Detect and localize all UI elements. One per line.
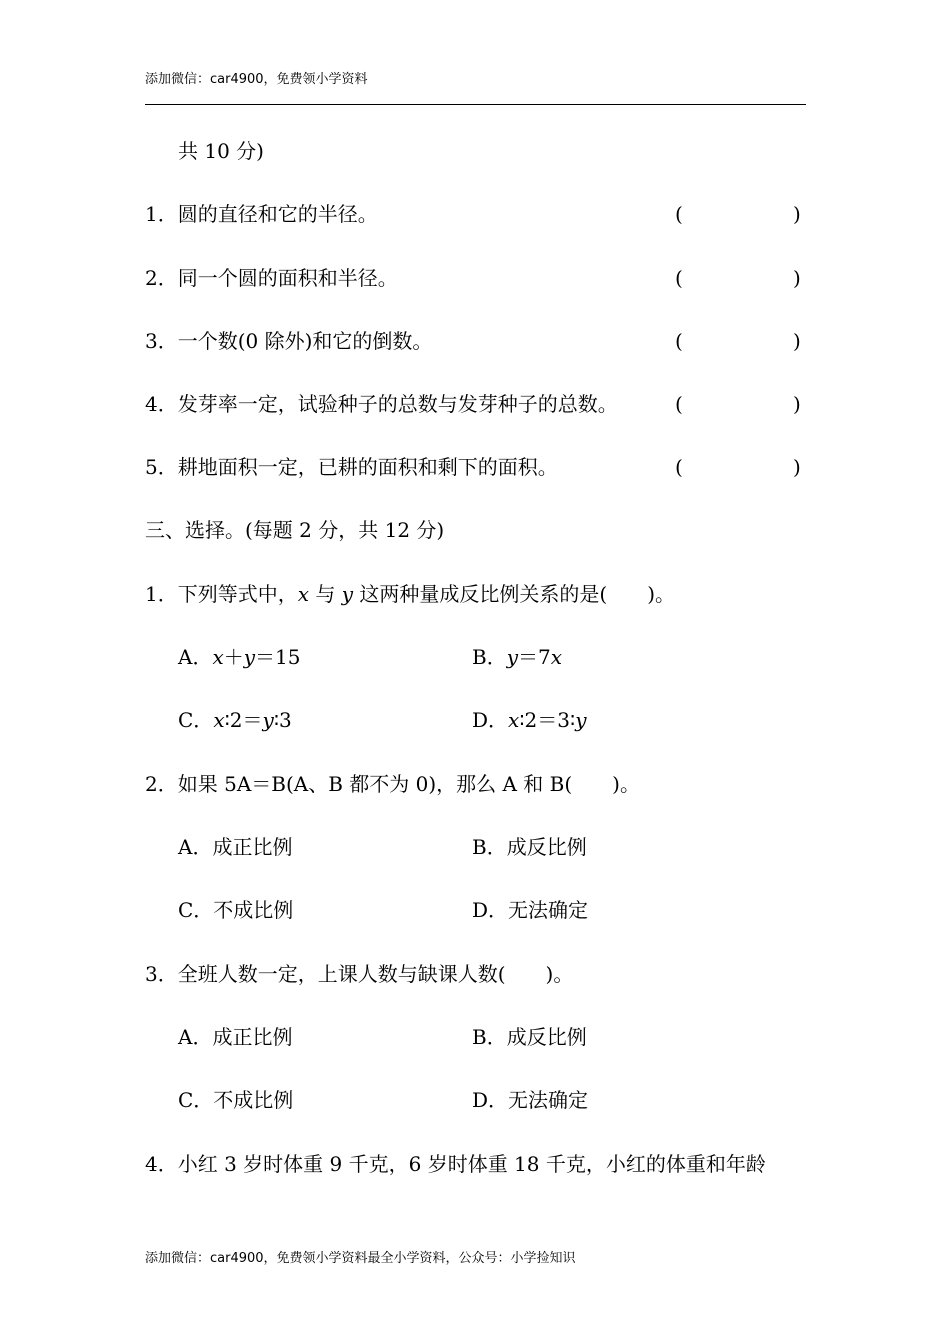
answer-paren-open: ( xyxy=(675,329,683,353)
judge-item-3 xyxy=(145,329,432,353)
variable-y: y xyxy=(243,645,256,669)
item-number: 5． xyxy=(145,455,178,479)
item-text: 发芽率一定，试验种子的总数与发芽种子的总数。 xyxy=(177,392,618,416)
option-d: D．无法确定 xyxy=(472,1088,589,1112)
question-1 xyxy=(145,582,675,606)
item-text: 同一个圆的面积和半径。 xyxy=(177,266,398,290)
option-d xyxy=(472,708,587,732)
section-title: 三、选择。(每题 2 分，共 12 分) xyxy=(145,518,445,542)
option-label: D． xyxy=(472,708,509,732)
judge-item-1 xyxy=(145,202,378,226)
option-c: C．不成比例 xyxy=(178,898,294,922)
question-number: 1． xyxy=(145,582,178,606)
variable-x: x xyxy=(550,645,563,669)
header-rule xyxy=(145,104,806,105)
variable-x: x xyxy=(213,708,225,732)
option-rest: ＝15 xyxy=(255,645,301,669)
item-text: 一个数(0 除外)和它的倒数。 xyxy=(177,329,433,353)
question-number: 3． xyxy=(145,962,178,986)
question-3 xyxy=(145,962,573,986)
operator: ＋ xyxy=(223,645,244,669)
option-d: D．无法确定 xyxy=(472,898,589,922)
question-text-mid: 与 xyxy=(309,582,342,606)
answer-paren-close: ) xyxy=(793,455,801,479)
option-a: A．成正比例 xyxy=(178,835,293,859)
question-text-pre: 下列等式中， xyxy=(177,582,298,606)
answer-paren-close: ) xyxy=(793,202,801,226)
variable-x: x xyxy=(297,582,310,606)
answer-paren-close: ) xyxy=(793,266,801,290)
item-number: 2． xyxy=(145,266,178,290)
answer-paren-close: ) xyxy=(793,329,801,353)
judge-item-5 xyxy=(145,455,558,479)
question-text: 小红 3 岁时体重 9 千克，6 岁时体重 18 千克，小红的体重和年龄 xyxy=(177,1152,766,1176)
item-text: 圆的直径和它的半径。 xyxy=(177,202,378,226)
variable-x: x xyxy=(508,708,520,732)
variable-x: x xyxy=(212,645,224,669)
answer-paren-open: ( xyxy=(675,392,683,416)
answer-paren-open: ( xyxy=(675,266,683,290)
item-number: 1． xyxy=(145,202,178,226)
question-4 xyxy=(145,1152,766,1176)
option-label: A． xyxy=(178,645,213,669)
option-b: B．成反比例 xyxy=(472,835,587,859)
question-2 xyxy=(145,772,640,796)
option-rest: ＝7 xyxy=(518,645,551,669)
option-label: B． xyxy=(472,645,507,669)
section-tail: 共 10 分) xyxy=(178,139,264,163)
option-b xyxy=(472,645,562,669)
question-text: 全班人数一定，上课人数与缺课人数( )。 xyxy=(177,962,574,986)
option-rest: ∶2＝3∶ xyxy=(519,708,576,732)
item-number: 3． xyxy=(145,329,178,353)
judge-item-2 xyxy=(145,266,398,290)
page-footer: 添加微信：car4900，免费领小学资料最全小学资料，公众号：小学捡知识 xyxy=(145,1251,576,1266)
variable-y: y xyxy=(575,708,587,732)
option-rest: ∶3 xyxy=(273,708,292,732)
option-label: C． xyxy=(178,708,214,732)
question-text-post: 这两种量成反比例关系的是( )。 xyxy=(353,582,676,606)
option-c: C．不成比例 xyxy=(178,1088,294,1112)
variable-y: y xyxy=(506,645,519,669)
question-text: 如果 5A＝B(A、B 都不为 0)，那么 A 和 B( )。 xyxy=(177,772,640,796)
page-header: 添加微信：car4900，免费领小学资料 xyxy=(145,72,368,87)
item-text: 耕地面积一定，已耕的面积和剩下的面积。 xyxy=(177,455,558,479)
variable-y: y xyxy=(262,708,274,732)
option-c xyxy=(178,708,292,732)
option-b: B．成反比例 xyxy=(472,1025,587,1049)
question-number: 4． xyxy=(145,1152,178,1176)
question-number: 2． xyxy=(145,772,178,796)
option-rest: ∶2＝ xyxy=(224,708,263,732)
answer-paren-open: ( xyxy=(675,202,683,226)
answer-paren-open: ( xyxy=(675,455,683,479)
answer-paren-close: ) xyxy=(793,392,801,416)
option-a: A．成正比例 xyxy=(178,1025,293,1049)
variable-y: y xyxy=(341,582,354,606)
item-number: 4． xyxy=(145,392,178,416)
option-a xyxy=(178,645,301,669)
judge-item-4 xyxy=(145,392,618,416)
